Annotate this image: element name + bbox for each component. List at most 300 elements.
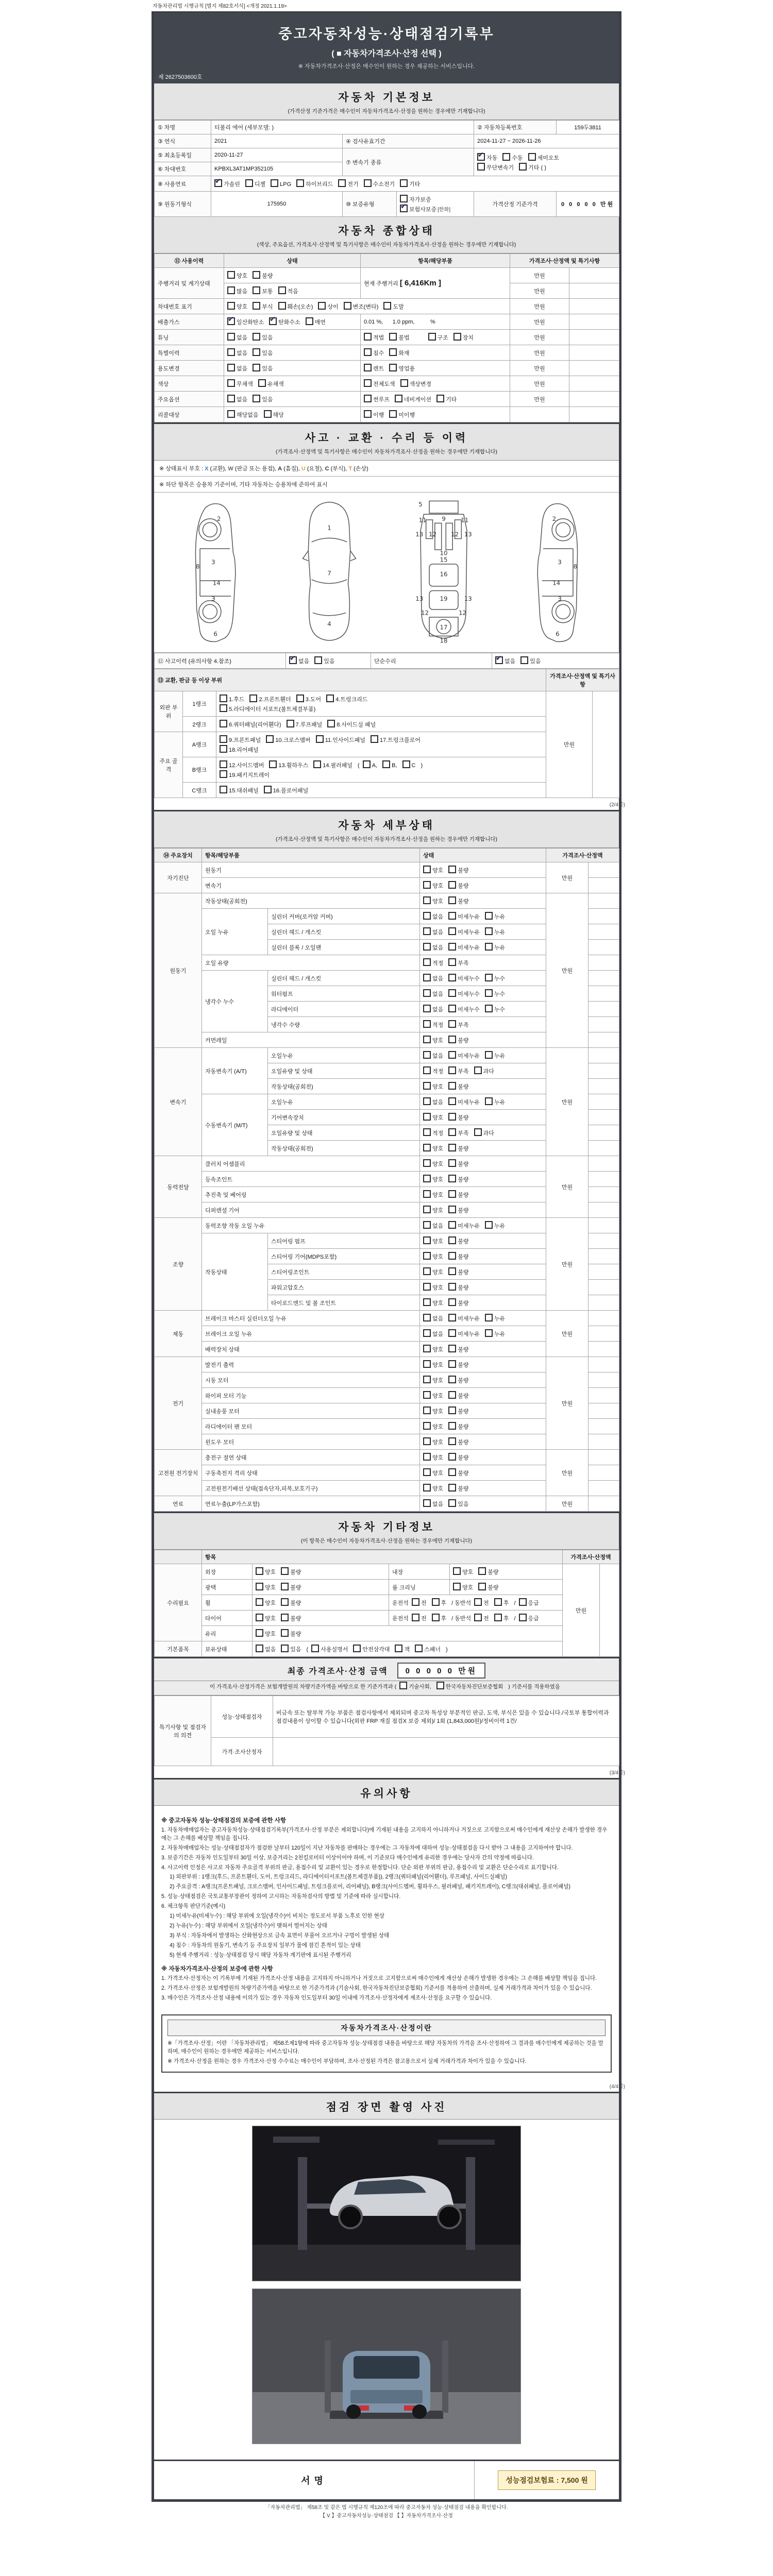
checkbox-네비게이션[interactable]	[395, 395, 431, 403]
checkbox-불량[interactable]	[448, 1484, 468, 1493]
checkbox-box[interactable]	[326, 694, 334, 702]
checkbox-box[interactable]	[485, 1329, 493, 1337]
checkbox-box[interactable]	[278, 286, 286, 294]
checkbox-box[interactable]	[423, 974, 431, 981]
checkbox-box[interactable]	[436, 1682, 444, 1689]
checkbox-불량[interactable]	[448, 1206, 468, 1214]
checkbox-box[interactable]	[389, 410, 397, 418]
checkbox-box[interactable]	[448, 1314, 456, 1321]
checkbox-양호[interactable]	[423, 1376, 443, 1384]
checkbox-box[interactable]	[220, 704, 227, 712]
checkbox-box[interactable]	[423, 866, 431, 873]
checkbox-불량[interactable]	[448, 1144, 468, 1153]
checkbox-없음[interactable]	[423, 1314, 443, 1323]
checkbox-수동[interactable]	[502, 153, 523, 162]
checkbox-색상변경[interactable]	[400, 379, 432, 388]
checkbox-box[interactable]	[287, 720, 294, 727]
checkbox-box[interactable]	[423, 881, 431, 889]
checkbox-있음[interactable]	[253, 395, 273, 403]
checkbox-없음[interactable]	[227, 348, 247, 357]
checkbox-box[interactable]	[448, 1190, 456, 1198]
checkbox-영업용[interactable]	[389, 364, 415, 372]
checkbox-불량[interactable]	[448, 1236, 468, 1245]
checkbox-11.인사이드패널[interactable]	[316, 735, 365, 744]
checkbox-매연[interactable]	[306, 317, 326, 326]
checkbox-침수[interactable]	[364, 348, 384, 357]
checkbox-box[interactable]	[220, 720, 227, 727]
checkbox-없음[interactable]	[423, 1221, 443, 1230]
checkbox-18.리어패널[interactable]	[220, 745, 259, 754]
checkbox-box[interactable]	[528, 153, 536, 161]
checkbox-불량[interactable]	[448, 896, 468, 905]
checkbox-box[interactable]	[485, 943, 493, 951]
checkbox-box[interactable]	[423, 1437, 431, 1445]
checkbox-없음[interactable]	[423, 1329, 443, 1338]
checkbox-box[interactable]	[363, 760, 371, 768]
checkbox-불량[interactable]	[448, 1283, 468, 1292]
checkbox-box[interactable]	[423, 927, 431, 935]
checkbox-box[interactable]	[269, 760, 277, 768]
checkbox-양호[interactable]	[453, 1567, 473, 1576]
checkbox-box[interactable]	[423, 1144, 431, 1151]
checkbox-장치[interactable]	[453, 333, 474, 342]
checkbox-box[interactable]	[395, 1645, 402, 1652]
checkbox-box[interactable]	[253, 364, 260, 371]
checkbox-box[interactable]	[448, 1453, 456, 1461]
checkbox-box[interactable]	[448, 1005, 456, 1012]
checkbox-box[interactable]	[448, 958, 456, 966]
checkbox-부족[interactable]	[448, 1020, 468, 1029]
checkbox-box[interactable]	[448, 1298, 456, 1306]
checkbox-box[interactable]	[281, 1645, 289, 1652]
checkbox-도말[interactable]	[383, 302, 404, 311]
checkbox-box[interactable]	[220, 694, 227, 702]
checkbox-무채색[interactable]	[227, 379, 253, 388]
checkbox-box[interactable]	[423, 1236, 431, 1244]
checkbox-box[interactable]	[448, 927, 456, 935]
checkbox-누수[interactable]	[485, 989, 505, 998]
checkbox-box[interactable]	[474, 1066, 482, 1074]
checkbox-box[interactable]	[281, 1567, 289, 1575]
checkbox-box[interactable]	[253, 395, 260, 402]
checkbox-13.휠하우스[interactable]	[269, 760, 308, 769]
checkbox-box[interactable]	[448, 943, 456, 951]
checkbox-유채색[interactable]	[258, 379, 284, 388]
checkbox-box[interactable]	[423, 958, 431, 966]
checkbox-5.라디에이터 서포트(볼트체결부품)[interactable]	[220, 704, 315, 713]
checkbox-응급[interactable]	[519, 1598, 539, 1607]
checkbox-없음[interactable]	[227, 333, 247, 342]
checkbox-양호[interactable]	[256, 1583, 276, 1591]
checkbox-불량[interactable]	[448, 1453, 468, 1462]
checkbox-box[interactable]	[227, 286, 235, 294]
checkbox-box[interactable]	[448, 1329, 456, 1337]
checkbox-있음[interactable]	[253, 348, 273, 357]
checkbox-box[interactable]	[448, 1391, 456, 1399]
checkbox-썬루프[interactable]	[364, 395, 390, 403]
checkbox-불량[interactable]	[448, 1036, 468, 1044]
checkbox-양호[interactable]	[423, 1437, 443, 1446]
checkbox-box[interactable]	[448, 896, 456, 904]
checkbox-있음[interactable]	[314, 656, 334, 665]
checkbox-기술사회,[interactable]	[399, 1682, 431, 1690]
checkbox-box[interactable]	[423, 1113, 431, 1121]
checkbox-7.루프패널[interactable]	[287, 720, 323, 728]
checkbox-누수[interactable]	[485, 974, 505, 982]
checkbox-box[interactable]	[448, 1128, 456, 1136]
checkbox-box[interactable]	[494, 1598, 502, 1606]
checkbox-box[interactable]	[227, 379, 235, 387]
checkbox-box[interactable]	[428, 333, 436, 341]
checkbox-box[interactable]	[399, 1682, 407, 1689]
checkbox-불량[interactable]	[281, 1567, 301, 1576]
checkbox-box[interactable]	[371, 735, 378, 743]
checkbox-box[interactable]	[448, 1144, 456, 1151]
checkbox-box[interactable]	[448, 1360, 456, 1368]
checkbox-box[interactable]	[436, 395, 444, 402]
checkbox-box[interactable]	[364, 410, 372, 418]
checkbox-전체도색[interactable]	[364, 379, 395, 388]
checkbox-9.프론트패널[interactable]	[220, 735, 261, 744]
checkbox-box[interactable]	[423, 1391, 431, 1399]
checkbox-box[interactable]	[353, 1645, 361, 1652]
checkbox-box[interactable]	[281, 1614, 289, 1621]
checkbox-양호[interactable]	[423, 866, 443, 874]
checkbox-box[interactable]	[389, 364, 397, 371]
checkbox-누유[interactable]	[485, 1097, 505, 1106]
checkbox-없음[interactable]	[495, 656, 515, 665]
checkbox-후[interactable]	[494, 1598, 509, 1607]
checkbox-부식[interactable]	[253, 302, 273, 311]
checkbox-양호[interactable]	[423, 1484, 443, 1493]
checkbox-불량[interactable]	[448, 1267, 468, 1276]
checkbox-box[interactable]	[423, 1453, 431, 1461]
checkbox-불량[interactable]	[281, 1629, 301, 1638]
checkbox-B,[interactable]	[382, 760, 397, 769]
checkbox-box[interactable]	[474, 1614, 482, 1621]
checkbox-누유[interactable]	[485, 1221, 505, 1230]
checkbox-box[interactable]	[316, 735, 324, 743]
checkbox-box[interactable]	[364, 395, 372, 402]
checkbox-양호[interactable]	[256, 1567, 276, 1576]
checkbox-불량[interactable]	[478, 1583, 498, 1591]
checkbox-불량[interactable]	[448, 1360, 468, 1369]
checkbox-box[interactable]	[448, 1051, 456, 1059]
checkbox-box[interactable]	[253, 302, 260, 310]
checkbox-있음[interactable]	[281, 1645, 301, 1653]
checkbox-14.필러패널[interactable]	[313, 760, 352, 769]
checkbox-4.트렁크리드[interactable]	[326, 694, 367, 703]
checkbox-box[interactable]	[249, 694, 257, 702]
checkbox-양호[interactable]	[423, 1283, 443, 1292]
checkbox-해당[interactable]	[264, 410, 284, 419]
checkbox-불량[interactable]	[448, 1406, 468, 1415]
checkbox-없음[interactable]	[423, 1005, 443, 1013]
checkbox-사용설명서[interactable]	[311, 1645, 348, 1653]
checkbox-하이브리드[interactable]	[296, 179, 333, 188]
checkbox-box[interactable]	[296, 179, 304, 187]
checkbox-box[interactable]	[256, 1645, 263, 1652]
checkbox-box[interactable]	[383, 302, 391, 310]
checkbox-box[interactable]	[448, 1082, 456, 1090]
checkbox-양호[interactable]	[256, 1598, 276, 1607]
checkbox-box[interactable]	[258, 379, 266, 387]
checkbox-양호[interactable]	[423, 881, 443, 890]
checkbox-box[interactable]	[432, 1598, 440, 1606]
checkbox-box[interactable]	[415, 1645, 423, 1652]
checkbox-미세누수[interactable]	[448, 974, 480, 982]
checkbox-없음[interactable]	[256, 1645, 276, 1653]
checkbox-box[interactable]	[453, 1567, 461, 1575]
checkbox-box[interactable]	[256, 1567, 263, 1575]
checkbox-8.사이드실 패널[interactable]	[327, 720, 376, 728]
checkbox-box[interactable]	[423, 1267, 431, 1275]
checkbox-box[interactable]	[448, 1267, 456, 1275]
checkbox-box[interactable]	[423, 1082, 431, 1090]
checkbox-없음[interactable]	[227, 364, 247, 372]
checkbox-box[interactable]	[485, 1314, 493, 1321]
checkbox-양호[interactable]	[423, 1036, 443, 1044]
checkbox-전[interactable]	[412, 1598, 427, 1607]
checkbox-box[interactable]	[423, 1221, 431, 1229]
checkbox-미세누유[interactable]	[448, 1221, 480, 1230]
checkbox-box[interactable]	[448, 1437, 456, 1445]
checkbox-없음[interactable]	[289, 656, 309, 665]
checkbox-불량[interactable]	[448, 1345, 468, 1353]
checkbox-상이[interactable]	[318, 302, 338, 311]
checkbox-box[interactable]	[485, 974, 493, 981]
checkbox-적정[interactable]	[423, 1020, 443, 1029]
checkbox-없음[interactable]	[423, 974, 443, 982]
checkbox-box[interactable]	[256, 1583, 263, 1590]
checkbox-16.플로어패널[interactable]	[264, 786, 308, 794]
checkbox-한국자동차진단보증협회[interactable]	[436, 1682, 503, 1690]
checkbox-불량[interactable]	[448, 1298, 468, 1307]
checkbox-box[interactable]	[448, 1020, 456, 1028]
checkbox-box[interactable]	[478, 1567, 486, 1575]
checkbox-3.도어[interactable]	[296, 694, 321, 703]
checkbox-box[interactable]	[278, 302, 286, 310]
checkbox-box[interactable]	[423, 1422, 431, 1430]
checkbox-box[interactable]	[338, 179, 346, 187]
checkbox-box[interactable]	[311, 1645, 319, 1652]
checkbox-box[interactable]	[400, 195, 408, 202]
checkbox-양호[interactable]	[423, 1406, 443, 1415]
checkbox-C[interactable]	[402, 760, 416, 769]
checkbox-없음[interactable]	[423, 989, 443, 998]
signature-label[interactable]: 서명	[301, 2475, 327, 2486]
checkbox-스패너[interactable]	[415, 1645, 441, 1653]
checkbox-과다[interactable]	[474, 1066, 494, 1075]
checkbox-미세누유[interactable]	[448, 1329, 480, 1338]
checkbox-box[interactable]	[271, 179, 278, 187]
checkbox-box[interactable]	[245, 179, 253, 187]
checkbox-box[interactable]	[227, 410, 235, 418]
checkbox-box[interactable]	[214, 179, 222, 187]
checkbox-미세누유[interactable]	[448, 912, 480, 921]
checkbox-box[interactable]	[423, 1252, 431, 1260]
checkbox-탄화수소[interactable]	[269, 317, 300, 326]
checkbox-있음[interactable]	[253, 364, 273, 372]
checkbox-box[interactable]	[364, 333, 372, 341]
checkbox-box[interactable]	[423, 1283, 431, 1291]
checkbox-양호[interactable]	[423, 1391, 443, 1400]
checkbox-box[interactable]	[281, 1629, 289, 1637]
checkbox-양호[interactable]	[423, 1206, 443, 1214]
checkbox-box[interactable]	[477, 163, 485, 171]
checkbox-양호[interactable]	[423, 896, 443, 905]
checkbox-box[interactable]	[400, 379, 408, 387]
checkbox-양호[interactable]	[423, 1453, 443, 1462]
checkbox-box[interactable]	[448, 1345, 456, 1352]
checkbox-box[interactable]	[423, 1376, 431, 1383]
checkbox-기타[interactable]	[436, 395, 457, 403]
checkbox-box[interactable]	[364, 364, 372, 371]
checkbox-불량[interactable]	[448, 1190, 468, 1199]
checkbox-box[interactable]	[412, 1614, 419, 1621]
checkbox-누유[interactable]	[485, 927, 505, 936]
checkbox-미이행[interactable]	[389, 410, 415, 419]
checkbox-이행[interactable]	[364, 410, 384, 419]
checkbox-box[interactable]	[318, 302, 326, 310]
checkbox-미세누유[interactable]	[448, 1097, 480, 1106]
checkbox-box[interactable]	[253, 271, 260, 279]
checkbox-box[interactable]	[423, 1206, 431, 1213]
checkbox-box[interactable]	[485, 1097, 493, 1105]
checkbox-box[interactable]	[227, 317, 235, 325]
checkbox-미세누수[interactable]	[448, 989, 480, 998]
checkbox-양호[interactable]	[423, 1175, 443, 1183]
checkbox-기타[interactable]	[400, 179, 420, 188]
checkbox-무단변속기[interactable]	[477, 163, 514, 172]
checkbox-많음[interactable]	[227, 286, 247, 295]
checkbox-디젤[interactable]	[245, 179, 265, 188]
checkbox-없음[interactable]	[423, 943, 443, 952]
checkbox-전[interactable]	[474, 1614, 489, 1622]
checkbox-box[interactable]	[423, 1097, 431, 1105]
checkbox-19.패키지트레이[interactable]	[220, 770, 270, 779]
checkbox-불량[interactable]	[448, 1082, 468, 1091]
checkbox-box[interactable]	[289, 656, 297, 664]
checkbox-불량[interactable]	[448, 1159, 468, 1168]
checkbox-box[interactable]	[423, 1051, 431, 1059]
checkbox-누유[interactable]	[485, 1051, 505, 1060]
checkbox-기타 ( )[interactable]	[519, 163, 546, 172]
checkbox-box[interactable]	[448, 1468, 456, 1476]
checkbox-box[interactable]	[220, 760, 227, 768]
checkbox-box[interactable]	[448, 1484, 456, 1492]
checkbox-box[interactable]	[519, 163, 527, 171]
checkbox-양호[interactable]	[423, 1190, 443, 1199]
checkbox-적음[interactable]	[278, 286, 298, 295]
checkbox-LPG[interactable]	[271, 179, 291, 188]
checkbox-불량[interactable]	[281, 1598, 301, 1607]
checkbox-box[interactable]	[423, 1190, 431, 1198]
checkbox-box[interactable]	[448, 989, 456, 997]
checkbox-box[interactable]	[402, 760, 410, 768]
checkbox-전[interactable]	[412, 1614, 427, 1622]
checkbox-잭[interactable]	[395, 1645, 410, 1653]
checkbox-12.사이드멤버[interactable]	[220, 760, 264, 769]
checkbox-box[interactable]	[474, 1598, 482, 1606]
checkbox-box[interactable]	[519, 1598, 527, 1606]
checkbox-과다[interactable]	[474, 1128, 494, 1137]
checkbox-box[interactable]	[519, 1614, 527, 1621]
checkbox-box[interactable]	[400, 205, 408, 212]
checkbox-불량[interactable]	[448, 866, 468, 874]
checkbox-없음[interactable]	[423, 1097, 443, 1106]
checkbox-box[interactable]	[448, 1422, 456, 1430]
checkbox-box[interactable]	[448, 1376, 456, 1383]
checkbox-양호[interactable]	[423, 1236, 443, 1245]
checkbox-box[interactable]	[423, 1159, 431, 1167]
checkbox-box[interactable]	[389, 348, 397, 356]
checkbox-box[interactable]	[256, 1629, 263, 1637]
checkbox-box[interactable]	[423, 1329, 431, 1337]
checkbox-box[interactable]	[256, 1614, 263, 1621]
checkbox-누수[interactable]	[485, 1005, 505, 1013]
checkbox-양호[interactable]	[423, 1252, 443, 1261]
checkbox-미세누유[interactable]	[448, 1051, 480, 1060]
checkbox-불량[interactable]	[448, 1422, 468, 1431]
checkbox-불량[interactable]	[448, 1175, 468, 1183]
checkbox-box[interactable]	[269, 317, 277, 325]
checkbox-가솔린[interactable]	[214, 179, 240, 188]
checkbox-box[interactable]	[423, 1298, 431, 1306]
checkbox-box[interactable]	[253, 333, 260, 341]
checkbox-6.쿼터패널(리어휀다)[interactable]	[220, 720, 281, 728]
checkbox-box[interactable]	[448, 866, 456, 873]
checkbox-전[interactable]	[474, 1598, 489, 1607]
checkbox-box[interactable]	[448, 1236, 456, 1244]
checkbox-box[interactable]	[448, 1113, 456, 1121]
checkbox-box[interactable]	[400, 179, 408, 187]
checkbox-없음[interactable]	[423, 1499, 443, 1508]
checkbox-양호[interactable]	[423, 1082, 443, 1091]
checkbox-불법[interactable]	[389, 333, 409, 342]
checkbox-box[interactable]	[423, 1005, 431, 1012]
checkbox-화재[interactable]	[389, 348, 409, 357]
checkbox-후[interactable]	[432, 1598, 447, 1607]
checkbox-적법[interactable]	[364, 333, 384, 342]
checkbox-양호[interactable]	[423, 1345, 443, 1353]
checkbox-box[interactable]	[264, 786, 272, 793]
checkbox-2.프론트휀더[interactable]	[249, 694, 291, 703]
checkbox-10.크로스멤버[interactable]	[266, 735, 310, 744]
checkbox-후[interactable]	[494, 1614, 509, 1622]
checkbox-box[interactable]	[227, 271, 235, 279]
checkbox-box[interactable]	[453, 1583, 461, 1590]
checkbox-box[interactable]	[220, 770, 227, 778]
checkbox-box[interactable]	[389, 333, 397, 341]
checkbox-box[interactable]	[306, 317, 313, 325]
checkbox-1.후드[interactable]	[220, 694, 244, 703]
checkbox-box[interactable]	[281, 1583, 289, 1590]
checkbox-일산화탄소[interactable]	[227, 317, 264, 326]
checkbox-box[interactable]	[227, 348, 235, 356]
checkbox-box[interactable]	[423, 1175, 431, 1182]
checkbox-box[interactable]	[227, 302, 235, 310]
checkbox-미세누유[interactable]	[448, 927, 480, 936]
checkbox-box[interactable]	[220, 735, 227, 743]
checkbox-box[interactable]	[364, 379, 372, 387]
checkbox-양호[interactable]	[423, 1144, 443, 1153]
checkbox-없음[interactable]	[423, 927, 443, 936]
checkbox-box[interactable]	[253, 348, 260, 356]
checkbox-box[interactable]	[448, 974, 456, 981]
checkbox-box[interactable]	[485, 1051, 493, 1059]
checkbox-box[interactable]	[364, 179, 372, 187]
